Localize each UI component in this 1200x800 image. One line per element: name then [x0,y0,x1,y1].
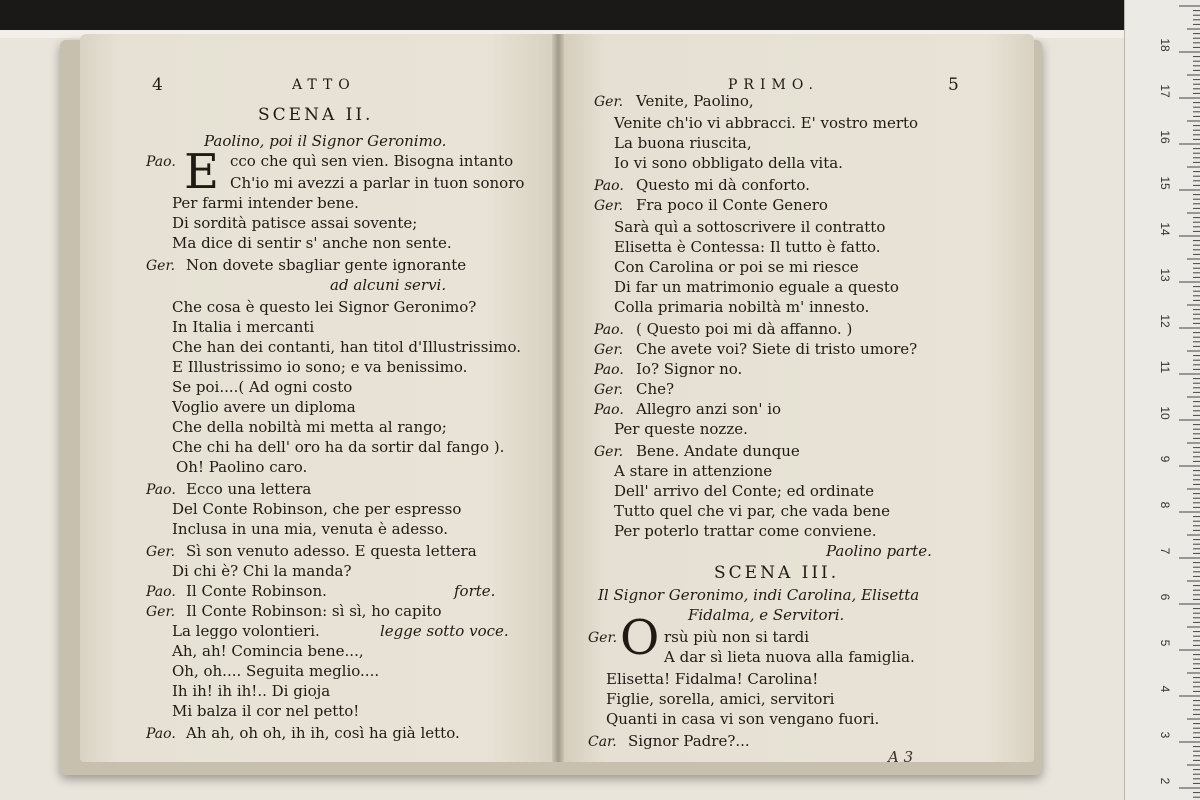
verse-line: Oh, oh.... Seguita meglio.... [172,662,380,680]
scene-title: SCENA II. [258,105,374,125]
verse-line: Che? [636,380,675,398]
left-page [80,34,558,762]
speaker-label: Pao. [594,362,624,378]
speaker-label: Ger. [146,604,176,620]
verse-line: Che della nobiltà mi metta al rango; [172,418,447,436]
verse-line: Oh! Paolino caro. [176,458,308,476]
book-gutter [552,34,564,762]
page-number: 5 [948,75,959,95]
ruler-number: 5 [1158,639,1172,647]
running-header: PRIMO. [728,77,819,93]
ruler-number: 3 [1158,731,1172,739]
speaker-label: Ger. [588,630,618,646]
verse-line: Di chi è? Chi la manda? [172,562,352,580]
verse-line: Ah, ah! Comincia bene..., [172,642,364,660]
verse-line: Che avete voi? Siete di tristo umore? [636,340,918,358]
right-page [558,34,1034,762]
verse-line: Colla primaria nobiltà m' innesto. [614,298,870,316]
speaker-label: Pao. [146,482,176,498]
verse-line: Inclusa in una mia, venuta è adesso. [172,520,449,538]
verse-line: Ma dice di sentir s' anche non sente. [172,234,452,252]
ruler-number: 6 [1158,593,1172,601]
ruler-number: 13 [1158,268,1172,282]
stage-direction: Fidalma, e Servitori. [688,606,845,624]
scene-title: SCENA III. [714,563,840,583]
speaker-label: Ger. [594,198,624,214]
running-header: ATTO [292,77,356,93]
verse-line: Che cosa è questo lei Signor Geronimo? [172,298,477,316]
verse-line: Ch'io mi avezzi a parlar in tuon sonoro [230,174,525,192]
speaker-label: Ger. [594,444,624,460]
verse-line: La buona riuscita, [614,134,752,152]
verse-line: Che han dei contanti, han titol d'Illustrissimo. [172,338,521,356]
speaker-label: Pao. [146,726,176,742]
verse-line: Che chi ha dell' oro ha da sortir dal fango ). [172,438,505,456]
verse-line: Per queste nozze. [614,420,748,438]
ruler-number: 4 [1158,685,1172,693]
speaker-label: Ger. [594,94,624,110]
verse-line: Figlie, sorella, amici, servitori [606,690,835,708]
verse-line: Allegro anzi son' io [636,400,782,418]
verse-line: Sì son venuto adesso. E questa lettera [186,542,477,560]
speaker-label: Pao. [594,178,624,194]
verse-line: Se poi....( Ad ogni costo [172,378,353,396]
ruler-number: 11 [1158,360,1172,374]
verse-line: Del Conte Robinson, che per espresso [172,500,462,518]
ruler-number: 9 [1158,455,1172,463]
speaker-label: Ger. [146,258,176,274]
verse-line: Per farmi intender bene. [172,194,359,212]
speaker-label: Pao. [594,322,624,338]
measuring-ruler [1124,0,1200,800]
stage-aside: forte. [454,582,496,600]
ruler-number: 10 [1158,406,1172,420]
speaker-label: Ger. [146,544,176,560]
verse-line: Per poterlo trattar come conviene. [614,522,877,540]
verse-line: In Italia i mercanti [172,318,315,336]
verse-line: Con Carolina or poi se mi riesce [614,258,859,276]
ruler-number: 18 [1158,38,1172,52]
ruler-number: 12 [1158,314,1172,328]
verse-line: ad alcuni servi. [330,276,447,294]
verse-line: Mi balza il cor nel petto! [172,702,360,720]
verse-line: Io? Signor no. [636,360,743,378]
verse-line: Venite, Paolino, [636,92,754,110]
verse-line: Questo mi dà conforto. [636,176,810,194]
verse-line: Venite ch'io vi abbracci. E' vostro merto [614,114,919,132]
verse-line: A stare in attenzione [614,462,773,480]
verse-line: Voglio avere un diploma [172,398,356,416]
verse-line: ( Questo poi mi dà affanno. ) [636,320,853,338]
signature-mark: A 3 [888,748,914,762]
verse-line: Fra poco il Conte Genero [636,196,828,214]
verse-line: Ah ah, oh oh, ih ih, così ha già letto. [186,724,460,742]
verse-line: Ih ih! ih ih!.. Di gioja [172,682,331,700]
verse-line: Di far un matrimonio eguale a questo [614,278,899,296]
ruler-number: 17 [1158,84,1172,98]
verse-line: A dar sì lieta nuova alla famiglia. [664,648,915,666]
verse-line: Tutto quel che vi par, che vada bene [614,502,891,520]
verse-line: Non dovete sbagliar gente ignorante [186,256,467,274]
page-number: 4 [152,75,163,95]
verse-line: Paolino parte. [826,542,932,560]
speaker-label: Pao. [146,584,176,600]
speaker-label: Pao. [594,402,624,418]
verse-line: Di sordità patisce assai sovente; [172,214,418,232]
verse-line: rsù più non si tardi [664,628,810,646]
verse-line: E Illustrissimo io sono; e va benissimo. [172,358,468,376]
drop-capital: O [620,610,660,666]
speaker-label: Ger. [594,382,624,398]
ruler-number: 8 [1158,501,1172,509]
verse-line: Quanti in casa vi son vengano fuori. [606,710,880,728]
ruler-number: 15 [1158,176,1172,190]
stage-aside: legge sotto voce. [380,622,509,640]
speaker-label: Car. [588,734,617,750]
verse-line: Elisetta è Contessa: Il tutto è fatto. [614,238,881,256]
drop-capital: E [184,144,220,200]
verse-line: Ecco una lettera [186,480,312,498]
speaker-label: Ger. [594,342,624,358]
verse-line: Sarà quì a sottoscrivere il contratto [614,218,886,236]
verse-line: Elisetta! Fidalma! Carolina! [606,670,819,688]
speaker-label: Pao. [146,154,176,170]
ruler-number: 14 [1158,222,1172,236]
verse-line: Il Conte Robinson: sì sì, ho capito [186,602,442,620]
stage-direction: Il Signor Geronimo, indi Carolina, Elisetta [598,586,920,604]
ruler-number: 16 [1158,130,1172,144]
verse-line: Dell' arrivo del Conte; ed ordinate [614,482,875,500]
stage-direction: Paolino, poi il Signor Geronimo. [204,132,447,150]
ruler-number: 7 [1158,547,1172,555]
verse-line: Il Conte Robinson. [186,582,327,600]
verse-line: Io vi sono obbligato della vita. [614,154,843,172]
verse-line: La leggo volontieri. [172,622,320,640]
dark-background [0,0,1200,30]
verse-line: Bene. Andate dunque [636,442,800,460]
verse-line: cco che quì sen vien. Bisogna intanto [230,152,514,170]
ruler-number: 2 [1158,777,1172,785]
verse-line: Signor Padre?... [628,732,750,750]
